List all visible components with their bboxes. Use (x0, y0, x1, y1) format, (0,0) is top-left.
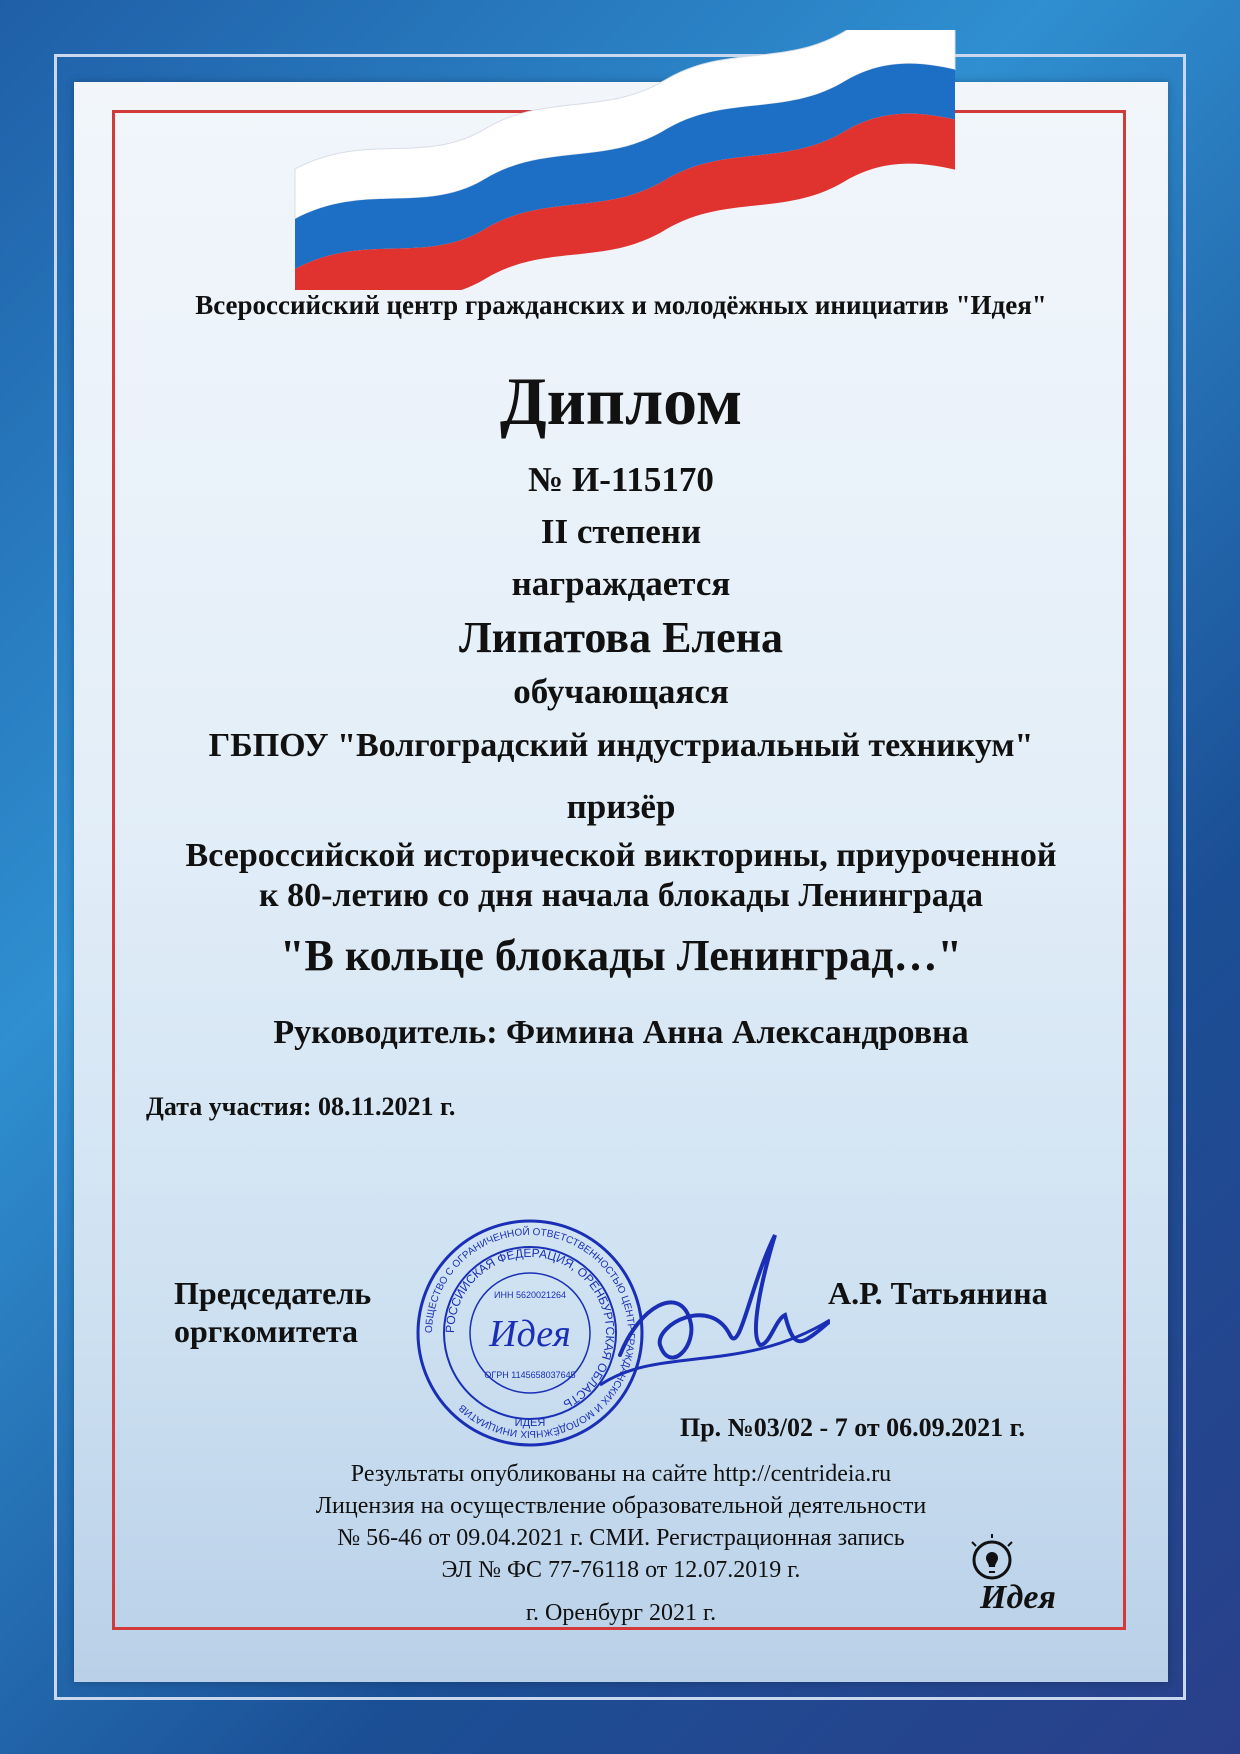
russian-flag-icon (285, 30, 965, 290)
chair-name: А.Р. Татьянина (828, 1275, 1048, 1311)
svg-text:ИНН 5620021264: ИНН 5620021264 (493, 1290, 567, 1300)
certificate-number: № И-115170 (528, 460, 714, 499)
organization-name: Всероссийский центр гражданских и молодёжных инициатив "Идея" (195, 290, 1047, 320)
svg-text:ОБЩЕСТВО С ОГРАНИЧЕННОЙ ОТВЕТС: ОБЩЕСТВО С ОГРАНИЧЕННОЙ ОТВЕТСТВЕННОСТЬЮ ЦЕНТР ГРАЖДАНСКИХ И МОЛОДЁЖНЫХ ИНИЦИАТИВ (423, 1226, 637, 1440)
footer-line: ЭЛ № ФС 77-76118 от 12.07.2019 г. (441, 1557, 801, 1583)
city-year: г. Оренбург 2021 г. (525, 1600, 717, 1626)
svg-text:РОССИЙСКАЯ ФЕДЕРАЦИЯ, ОРЕНБУРГ: РОССИЙСКАЯ ФЕДЕРАЦИЯ, ОРЕНБУРГСКАЯ ОБЛАСТЬ (442, 1245, 618, 1412)
chair-title-line-1: Председатель (174, 1275, 372, 1311)
event-line-2: к 80-летию со дня начала блокады Ленинграда (259, 877, 983, 914)
footer-line: № 56-46 от 09.04.2021 г. СМИ. Регистрационная запись (337, 1525, 905, 1551)
awarded-label: награждается (511, 564, 731, 603)
signature (600, 1225, 830, 1405)
footer-line: Лицензия на осуществление образовательной деятельности (315, 1493, 927, 1519)
event-name: "В кольце блокады Ленинград…" (280, 931, 962, 980)
svg-text:Идея: Идея (489, 1313, 571, 1355)
supervisor: Руководитель: Фимина Анна Александровна (273, 1014, 969, 1051)
recipient-name: Липатова Елена (459, 613, 783, 662)
svg-text:ИДЕЯ: ИДЕЯ (514, 1417, 546, 1429)
order-reference: Пр. №03/02 - 7 от 06.09.2021 г. (680, 1413, 1025, 1442)
institution: ГБПОУ "Волгоградский индустриальный техникум" (208, 727, 1034, 764)
place: призёр (566, 787, 676, 826)
chair-title-line-2: оргкомитета (174, 1313, 358, 1349)
svg-text:Идея: Идея (980, 1579, 1056, 1616)
event-line-1: Всероссийской исторической викторины, приуроченной (185, 837, 1057, 874)
footer-line: Результаты опубликованы на сайте http://centrideia.ru (350, 1461, 892, 1487)
svg-text:ОГРН 1145658037645: ОГРН 1145658037645 (484, 1370, 576, 1380)
degree: II степени (540, 512, 702, 551)
idea-logo-icon (950, 1530, 1100, 1620)
participation-date: Дата участия: 08.11.2021 г. (146, 1092, 456, 1121)
certificate-title: Диплом (499, 363, 743, 439)
recipient-status: обучающаяся (513, 672, 729, 711)
